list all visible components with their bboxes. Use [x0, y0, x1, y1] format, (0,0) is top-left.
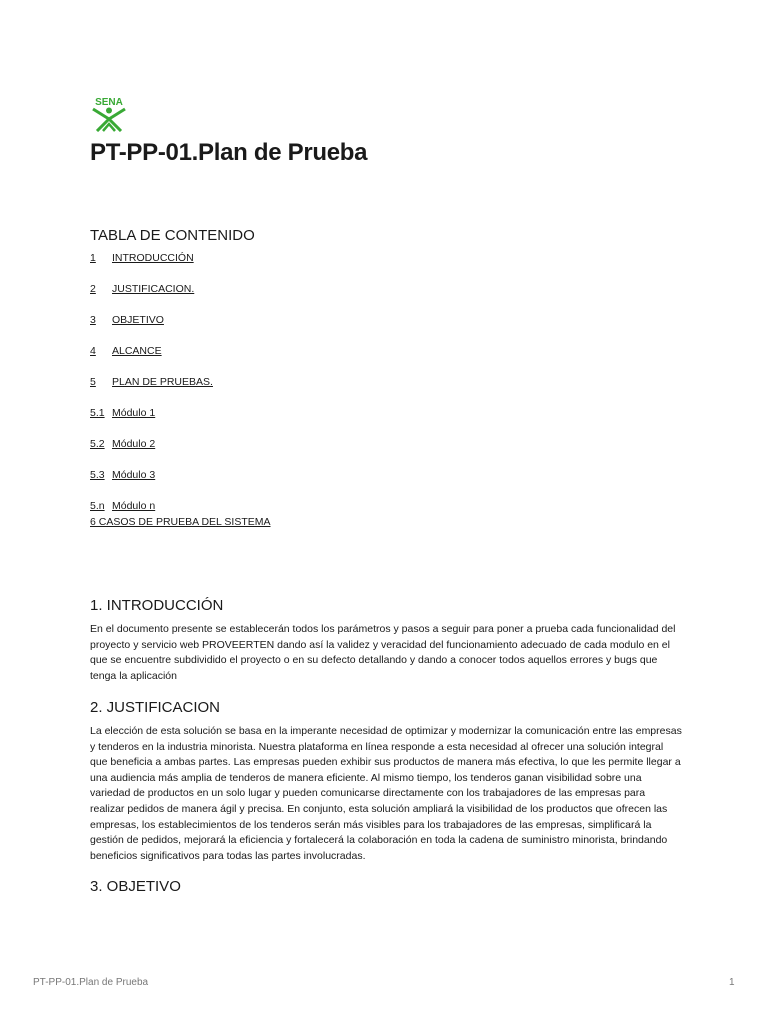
toc-item-number[interactable]: 5	[90, 376, 96, 388]
section-heading-justificacion: 2. JUSTIFICACION	[90, 699, 221, 716]
toc-item-link[interactable]: ALCANCE	[112, 345, 162, 357]
footer-document-name: PT-PP-01.Plan de Prueba	[33, 977, 149, 988]
toc-item-link[interactable]: Módulo 3	[112, 469, 156, 481]
toc-item-number[interactable]: 5.1	[90, 407, 105, 419]
toc-item-number[interactable]: 2	[90, 283, 96, 295]
introduccion-paragraph: En el documento presente se establecerán todos los parámetros y pasos a seguir para poner a prueba cada funcionalidad del proyecto y servicio web PROVEERTEN dando así la validez y veracidad del funcionamiento adecuado de cada modulo en el que se encuentre subdividido el proyecto o en su defecto detallando y dando a conocer todos aquellos errores y bugs que tenga la aplicación	[90, 623, 676, 682]
section-heading-introduccion: 1. INTRODUCCIÓN	[90, 597, 224, 614]
toc-item-link[interactable]: OBJETIVO	[112, 314, 164, 326]
toc-item-number[interactable]: 5.2	[90, 438, 105, 450]
justificacion-paragraph: La elección de esta solución se basa en la imperante necesidad de optimizar y modernizar la comunicación entre las empresas y tenderos en la industria minorista. Nuestra plataforma en línea responde a esta necesidad al ofrecer una solución integral que beneficia a ambas partes. Las empresas pueden exhibir sus productos de manera más efectiva, lo que les permite llegar a una audiencia más amplia de tenderos de manera eficiente. Al mismo tiempo, los tenderos ganan visibilidad sobre una variedad de productos en un solo lugar y pueden comunicarse directamente con los trabajadores de las empresas para realizar pedidos de manera ágil y precisa. En conjunto, esta solución ampliará la visibilidad de los productos que ofrecen las empresas, los establecimientos de los tenderos serán más visibles para los trabajadores de las empresas, simplificará la gestión de pedidos, mejorará la eficiencia y fortalecerá la colaboración en toda la cadena de suministro minorista, brindando beneficios significativos para todas las partes involucradas.	[90, 725, 682, 862]
toc-item-modulo-3[interactable]	[90, 469, 650, 500]
toc-item-justificacion[interactable]	[90, 283, 650, 314]
footer-page-number: 1	[729, 977, 735, 988]
toc-item-link[interactable]: Módulo 2	[112, 438, 156, 450]
table-of-contents	[90, 252, 650, 531]
toc-item-link[interactable]: Módulo n	[112, 500, 156, 512]
svg-text:SENA: SENA	[95, 97, 123, 108]
toc-item-link[interactable]: JUSTIFICACION.	[112, 283, 195, 295]
toc-item-link[interactable]: PLAN DE PRUEBAS.	[112, 376, 213, 388]
document-title: PT-PP-01.Plan de Prueba	[90, 139, 368, 166]
toc-item-modulo-2[interactable]	[90, 438, 650, 469]
toc-item-number[interactable]: 3	[90, 314, 96, 326]
toc-item-number[interactable]: 5.3	[90, 469, 105, 481]
toc-item-objetivo[interactable]	[90, 314, 650, 345]
toc-item-number[interactable]: 4	[90, 345, 96, 357]
toc-item-plan-de-pruebas[interactable]	[90, 376, 650, 407]
toc-item-number[interactable]: 1	[90, 252, 96, 264]
section-heading-objetivo: 3. OBJETIVO	[90, 878, 181, 895]
toc-item-introduccion[interactable]	[90, 252, 650, 283]
toc-item-number[interactable]: 5.n	[90, 500, 105, 512]
toc-item-modulo-1[interactable]	[90, 407, 650, 438]
sena-logo	[90, 94, 128, 132]
toc-item-casos-de-prueba[interactable]: 6 CASOS DE PRUEBA DEL SISTEMA	[90, 516, 271, 528]
toc-heading: TABLA DE CONTENIDO	[90, 227, 255, 244]
toc-item-link[interactable]: INTRODUCCIÓN	[112, 252, 194, 264]
toc-item-alcance[interactable]	[90, 345, 650, 376]
toc-item-link[interactable]: Módulo 1	[112, 407, 156, 419]
